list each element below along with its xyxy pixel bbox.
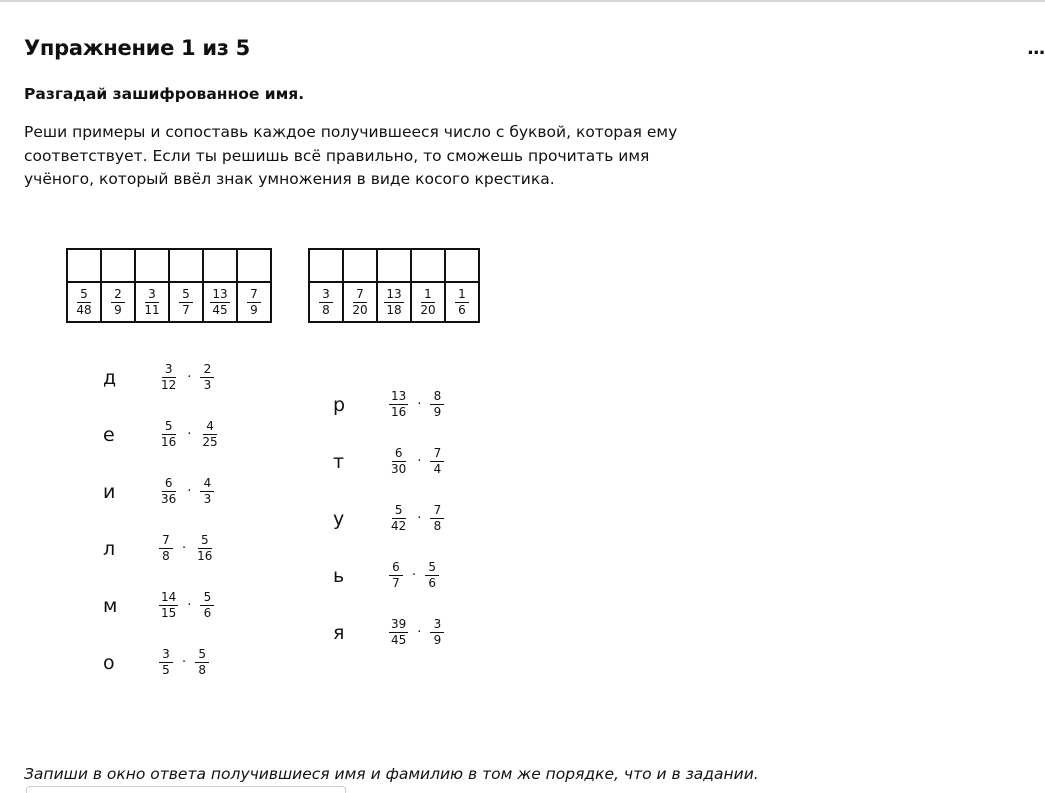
fraction-cell	[101, 282, 135, 322]
first-factor	[389, 504, 408, 533]
denominator: 36	[161, 492, 177, 506]
letter-cell	[343, 249, 377, 282]
cell-fraction	[142, 288, 161, 317]
second-factor	[425, 561, 439, 590]
denominator: 45	[391, 633, 407, 647]
denominator: 8	[162, 549, 170, 563]
numerator: 7	[159, 534, 173, 549]
example-letter: м	[103, 594, 118, 617]
example-letter: ь	[333, 564, 345, 587]
denominator: 16	[197, 549, 213, 563]
second-factor	[200, 591, 214, 620]
example-letter: у	[333, 507, 345, 530]
denominator: 9	[114, 302, 122, 317]
answer-instruction: Запиши в окно ответа получившиеся имя и фамилию в том же порядке, что и в задании.	[24, 765, 759, 783]
second-factor	[430, 390, 444, 419]
denominator: 8	[433, 519, 442, 533]
numerator: 4	[203, 420, 217, 435]
numerator: 3	[159, 648, 173, 663]
first-factor	[389, 447, 408, 476]
cipher-grid-first-name	[66, 248, 272, 323]
example-letter: т	[333, 450, 345, 473]
numerator: 2	[200, 363, 214, 378]
letter-cell	[169, 249, 203, 282]
example-row	[103, 420, 220, 449]
multiply-sign: ·	[182, 655, 187, 670]
letter-cell	[67, 249, 101, 282]
denominator: 8	[322, 302, 330, 317]
task-subtitle: Разгадай зашифрованное имя.	[24, 85, 305, 103]
cell-fraction	[350, 288, 369, 317]
numerator: 3	[319, 288, 333, 303]
example-letter: е	[103, 423, 115, 446]
multiply-sign: ·	[417, 511, 422, 526]
numerator: 5	[200, 591, 214, 606]
first-factor	[159, 420, 178, 449]
numerator: 7	[353, 288, 367, 303]
numerator: 6	[392, 447, 406, 462]
answer-input-box[interactable]	[26, 786, 346, 793]
numerator: 3	[430, 618, 444, 633]
multiply-sign: ·	[417, 625, 422, 640]
example-row	[103, 477, 214, 506]
letter-cell	[101, 249, 135, 282]
letter-cell	[203, 249, 237, 282]
denominator: 48	[76, 302, 92, 317]
first-factor	[159, 534, 173, 563]
denominator: 25	[202, 435, 218, 449]
multiply-sign: ·	[182, 541, 187, 556]
numerator: 1	[455, 288, 469, 303]
first-factor	[159, 591, 178, 620]
cell-fraction	[247, 288, 261, 317]
denominator: 15	[161, 606, 177, 620]
fraction-cell	[67, 282, 101, 322]
numerator: 5	[77, 288, 91, 303]
cell-fraction	[384, 288, 403, 317]
numerator: 1	[421, 288, 435, 303]
second-factor	[195, 648, 209, 677]
first-factor	[389, 390, 408, 419]
denominator: 7	[182, 302, 190, 317]
denominator: 5	[162, 663, 170, 677]
letter-cell	[377, 249, 411, 282]
multiply-sign: ·	[187, 598, 192, 613]
numerator: 5	[392, 504, 406, 519]
example-row	[333, 504, 444, 533]
fraction-cell	[343, 282, 377, 322]
example-letter: и	[103, 480, 116, 503]
numerator: 3	[162, 363, 176, 378]
denominator: 4	[433, 462, 442, 476]
numerator: 5	[195, 648, 209, 663]
top-divider	[0, 0, 1045, 2]
fraction-cell	[377, 282, 411, 322]
cell-fraction	[179, 288, 193, 317]
numerator: 13	[391, 389, 407, 403]
fraction-cell	[203, 282, 237, 322]
denominator: 18	[386, 302, 402, 317]
numerator: 6	[162, 477, 176, 492]
second-factor	[200, 363, 214, 392]
denominator: 30	[391, 462, 407, 476]
example-row	[333, 390, 444, 419]
letter-cell	[411, 249, 445, 282]
denominator: 6	[458, 302, 466, 317]
letter-cell	[445, 249, 479, 282]
example-row	[103, 534, 214, 563]
numerator: 39	[391, 617, 407, 631]
multiply-sign: ·	[417, 454, 422, 469]
example-letter: л	[103, 537, 116, 560]
example-letter: я	[333, 621, 345, 644]
multiply-sign: ·	[412, 568, 417, 583]
cell-fraction	[319, 288, 333, 317]
first-factor	[389, 618, 408, 647]
example-row	[103, 591, 214, 620]
numerator: 8	[430, 390, 444, 405]
denominator: 9	[433, 405, 442, 419]
numerator: 14	[161, 590, 177, 604]
first-factor	[159, 477, 178, 506]
cipher-grid-last-name	[308, 248, 480, 323]
example-row	[103, 363, 214, 392]
example-row	[333, 618, 444, 647]
fraction-cell	[169, 282, 203, 322]
multiply-sign: ·	[187, 427, 192, 442]
numerator: 13	[212, 286, 228, 301]
numerator: 7	[430, 447, 444, 462]
numerator: 5	[162, 420, 176, 435]
more-options-icon[interactable]: ...	[1027, 38, 1045, 59]
fraction-cell	[135, 282, 169, 322]
cell-fraction	[111, 288, 125, 317]
denominator: 12	[161, 378, 177, 392]
numerator: 5	[425, 561, 439, 576]
denominator: 20	[420, 302, 436, 317]
example-letter: р	[333, 393, 346, 416]
example-row	[103, 648, 209, 677]
denominator: 9	[433, 633, 442, 647]
cell-fraction	[455, 288, 469, 317]
second-factor	[200, 477, 214, 506]
denominator: 3	[203, 378, 212, 392]
exercise-title: Упражнение 1 из 5	[24, 36, 250, 60]
cell-fraction	[210, 288, 229, 317]
fraction-cell	[237, 282, 271, 322]
task-description: Реши примеры и сопоставь каждое получившееся число с буквой, которая ему соответствует. Если ты решишь всё правильно, то сможешь прочитать имя учёного, который ввёл знак умножения в виде косого крестика.	[24, 123, 678, 188]
second-factor	[430, 618, 444, 647]
multiply-sign: ·	[187, 484, 192, 499]
denominator: 16	[161, 435, 177, 449]
cell-fraction	[418, 288, 437, 317]
numerator: 4	[200, 477, 214, 492]
denominator: 20	[352, 302, 368, 317]
denominator: 16	[391, 405, 407, 419]
example-letter: о	[103, 651, 115, 674]
numerator: 7	[430, 504, 444, 519]
multiply-sign: ·	[187, 370, 192, 385]
example-row	[333, 447, 444, 476]
multiply-sign: ·	[417, 397, 422, 412]
denominator: 42	[391, 519, 407, 533]
denominator: 8	[198, 663, 206, 677]
fraction-cell	[411, 282, 445, 322]
numerator: 6	[389, 561, 403, 576]
second-factor	[200, 420, 219, 449]
fraction-cell	[309, 282, 343, 322]
example-row	[333, 561, 439, 590]
denominator: 9	[250, 302, 258, 317]
cell-fraction	[74, 288, 93, 317]
denominator: 11	[144, 302, 160, 317]
second-factor	[430, 504, 444, 533]
denominator: 6	[203, 606, 212, 620]
numerator: 3	[145, 288, 159, 303]
numerator: 13	[386, 286, 402, 301]
numerator: 2	[111, 288, 125, 303]
numerator: 5	[198, 534, 212, 549]
letter-cell	[135, 249, 169, 282]
example-letter: д	[103, 366, 117, 389]
first-factor	[159, 363, 178, 392]
numerator: 5	[179, 288, 193, 303]
letter-cell	[309, 249, 343, 282]
denominator: 6	[428, 576, 436, 590]
denominator: 7	[392, 576, 400, 590]
first-factor	[389, 561, 403, 590]
numerator: 7	[247, 288, 261, 303]
second-factor	[195, 534, 214, 563]
second-factor	[430, 447, 444, 476]
denominator: 3	[203, 492, 212, 506]
first-factor	[159, 648, 173, 677]
letter-cell	[237, 249, 271, 282]
fraction-cell	[445, 282, 479, 322]
denominator: 45	[212, 302, 228, 317]
